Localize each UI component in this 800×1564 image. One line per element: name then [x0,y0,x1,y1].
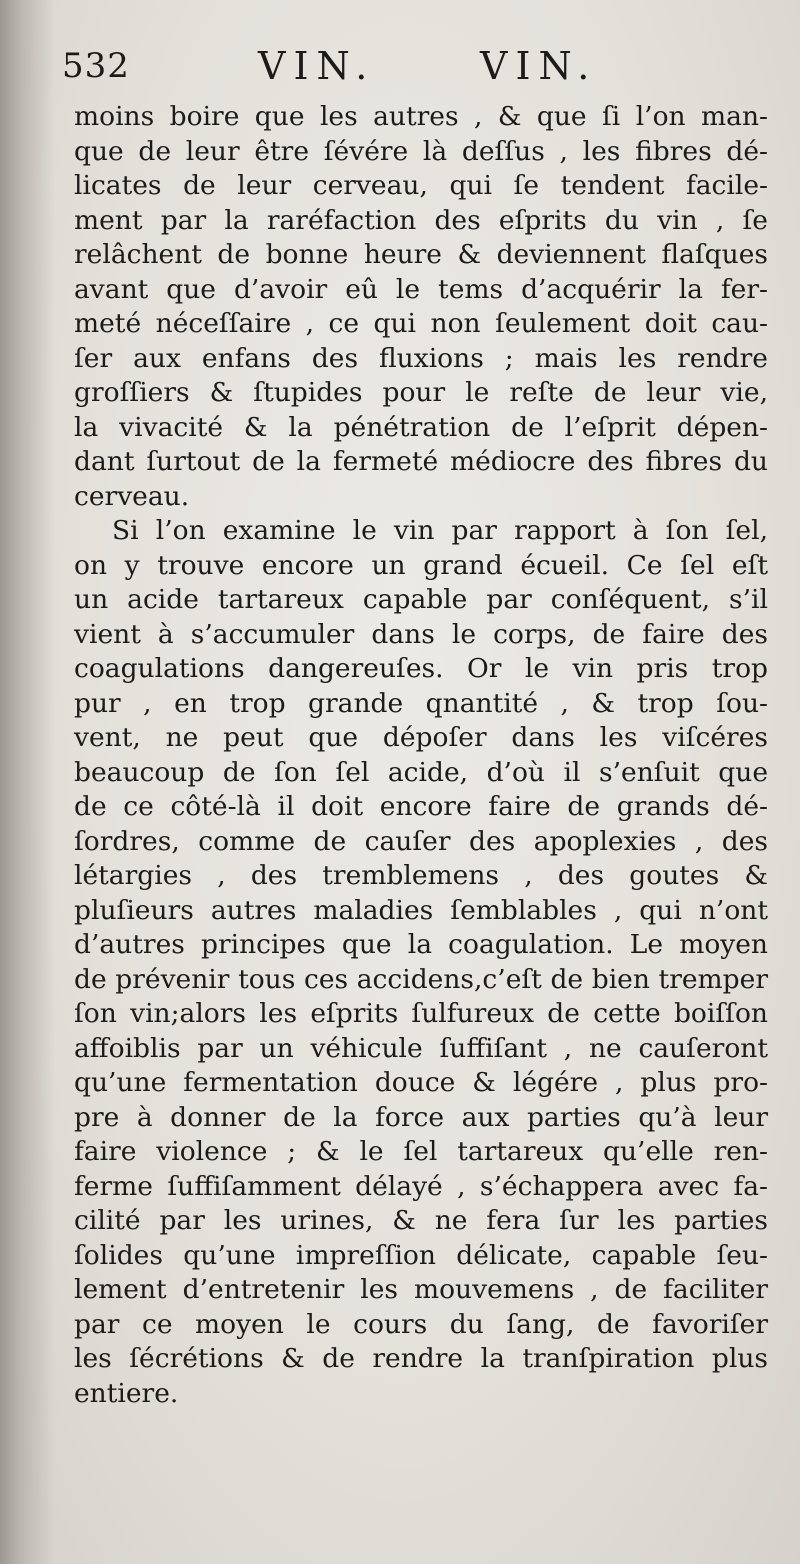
text-line: licates de leur cerveau, qui ſe tendent facile- [74,170,768,201]
text-line: de prévenir tous ces accidens,c’eſt de bien tremper [74,963,768,995]
paragraph-2 [74,514,768,1411]
text-line: dant ſurtout de la fermeté médiocre des fibres du [74,446,768,477]
text-line: d’autres principes que la coagulation. Le moyen [74,929,768,960]
text-line: meté néceſſaire , ce qui non ſeulement doit cau- [74,308,768,339]
text-line: cilité par les urines, & ne fera ſur les parties [74,1205,768,1236]
text-line: groſſiers & ſtupides pour le reſte de leur vie, [74,377,768,408]
text-line: létargies , des tremblemens , des goutes & [74,860,768,891]
text-line: ferme ſuffiſamment délayé , s’échappera avec fa- [74,1170,768,1202]
text-line: moins boire que les autres , & que ſi l’on man- [74,101,768,132]
text-line: vent, ne peut que dépoſer dans les viſcéres [74,722,768,753]
text-line: on y trouve encore un grand écueil. Ce ſel eſt [74,549,768,581]
text-line: ſordres, comme de cauſer des apoplexies , des [74,825,768,857]
text-line: ment par la raréfaction des eſprits du vin , ſe [74,204,768,236]
running-head-left: VIN. [258,44,376,88]
page-gutter-shadow [0,0,55,1564]
text-line: beaucoup de ſon ſel acide, d’où il s’enſuit que [74,756,768,788]
text-line: pur , en trop grande qnantité , & trop ſou- [74,687,768,719]
text-line: les ſécrétions & de rendre la tranſpiration plus [74,1343,768,1374]
text-line: ſolides qu’une impreſſion délicate, capable ſeu- [74,1239,768,1271]
body-text [74,100,768,1411]
running-head-right: VIN. [480,44,598,88]
text-line: de ce côté-là il doit encore faire de grands dé- [74,791,768,822]
text-line: ſer aux enfans des fluxions ; mais les rendre [74,342,768,374]
text-line: que de leur être ſévére là deſſus , les fibres dé- [74,135,768,167]
text-line: faire violence ; & le ſel tartareux qu’elle ren- [74,1136,768,1167]
text-line: par ce moyen le cours du ſang, de favoriſer [74,1308,768,1340]
text-line: qu’une fermentation douce & légére , plus pro- [74,1067,768,1098]
page-header [62,44,762,94]
text-line: vient à s’accumuler dans le corps, de faire des [74,618,768,650]
text-line: relâchent de bonne heure & deviennent flaſques [74,239,768,270]
text-line: la vivacité & la pénétration de l’eſprit dépen- [74,411,768,443]
text-line: ſon vin;alors les eſprits ſulfureux de cette boiſſon [74,998,768,1029]
text-line: pluſieurs autres maladies ſemblables , qui n’ont [74,894,768,926]
paragraph-1 [74,100,768,514]
text-line: un acide tartareux capable par conſéquent, s’il [74,584,768,615]
text-line: entiere. [74,1377,179,1409]
text-line: lement d’entretenir les mouvemens , de faciliter [74,1274,768,1305]
page-number: 532 [62,46,130,86]
text-line: Si l’on examine le vin par rapport à ſon ſel, [112,515,768,546]
text-line: pre à donner de la force aux parties qu’à leur [74,1101,768,1133]
text-line: cerveau. [74,480,190,512]
text-line: affoiblis par un véhicule ſuffiſant , ne cauſeront [74,1032,768,1064]
text-line: coagulations dangereuſes. Or le vin pris trop [74,653,768,684]
text-line: avant que d’avoir eû le tems d’acquérir la fer- [74,273,768,305]
